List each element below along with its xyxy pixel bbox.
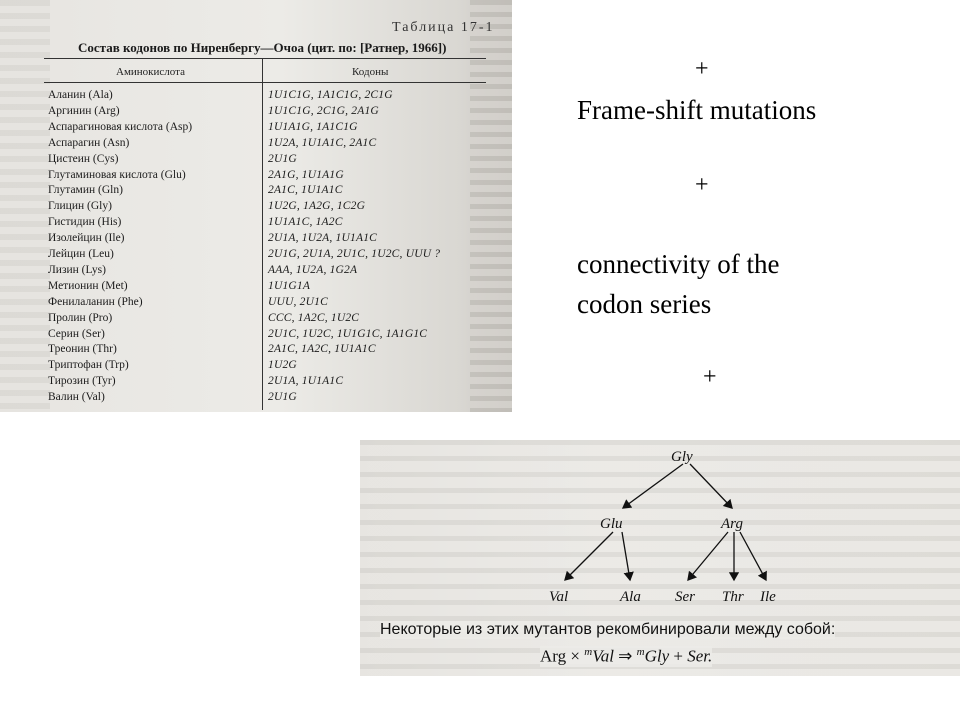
edge-arg-ile xyxy=(740,532,766,580)
table-row-amino: Аспарагиновая кислота (Asp) xyxy=(48,120,193,133)
table-row-codons: 2A1G, 1U1A1G xyxy=(268,168,344,181)
table-row-amino: Фенилаланин (Phe) xyxy=(48,295,143,308)
node-ala: Ala xyxy=(620,589,641,605)
plus-sign-2: + xyxy=(695,172,709,198)
plus-sign-3: + xyxy=(703,364,717,390)
table-number: Таблица 17-1 xyxy=(392,20,495,35)
table-row-codons: 1U2A, 1U1A1C, 2A1C xyxy=(268,136,377,149)
table-row-codons: 1U1A1G, 1A1C1G xyxy=(268,120,358,133)
formula-sup-m1: m xyxy=(584,646,593,658)
recombination-caption: Некоторые из этих мутантов рекомбинировали между собой: xyxy=(380,621,836,638)
scan-edge-noise xyxy=(0,0,50,412)
table-row-codons: 2A1C, 1A2C, 1U1A1C xyxy=(268,343,376,356)
table-row-amino: Лейцин (Leu) xyxy=(48,248,114,260)
node-val: Val xyxy=(549,589,569,605)
table-row-amino: Метионин (Met) xyxy=(48,279,128,292)
codon-table-scan xyxy=(0,0,512,412)
node-ser: Ser xyxy=(675,589,695,605)
table-row-codons: 1U2G xyxy=(268,359,297,372)
table-row-codons: CCC, 1A2C, 1U2C xyxy=(268,311,360,324)
table-row-amino: Пролин (Pro) xyxy=(48,311,113,324)
node-thr: Thr xyxy=(722,589,744,605)
table-row-amino: Гистидин (His) xyxy=(48,216,122,229)
formula-times: × xyxy=(570,646,580,666)
table-row-codons: 2U1C, 1U2C, 1U1G1C, 1A1G1C xyxy=(268,327,428,340)
formula-ser: Ser. xyxy=(687,646,713,666)
table-row-codons: 1U1C1G, 2C1G, 2A1G xyxy=(268,104,379,117)
codon-series-text: codon series xyxy=(577,289,712,319)
node-glu: Glu xyxy=(600,516,623,532)
frame-shift-text: Frame-shift mutations xyxy=(577,95,817,125)
mutation-tree xyxy=(360,440,960,676)
table-header-rule xyxy=(44,82,486,83)
table-row-codons: AAA, 1U2A, 1G2A xyxy=(268,263,358,276)
node-gly: Gly xyxy=(671,449,693,465)
table-row-amino: Глутамин (Gln) xyxy=(48,184,123,197)
edge-glu-val xyxy=(565,532,613,580)
table-row-amino: Аланин (Ala) xyxy=(48,89,113,101)
table-row-codons: 2U1G xyxy=(268,391,297,404)
table-row-codons: 1U1G1A xyxy=(268,279,311,292)
table-row-amino: Тирозин (Tyr) xyxy=(48,375,116,388)
edge-gly-arg xyxy=(690,464,732,508)
table-column-divider xyxy=(262,58,263,410)
table-row-amino: Аспарагин (Asn) xyxy=(48,136,130,149)
formula-plus: + xyxy=(673,646,684,666)
table-row-amino: Глицин (Gly) xyxy=(48,200,112,213)
table-row-amino: Цистеин (Cys) xyxy=(48,152,119,165)
table-row-amino: Изолейцин (Ile) xyxy=(48,232,125,245)
table-top-rule xyxy=(44,58,486,59)
edge-glu-ala xyxy=(622,532,630,580)
table-row-codons: 2U1G xyxy=(268,152,297,165)
edge-gly-glu xyxy=(623,464,683,508)
table-row-amino: Валин (Val) xyxy=(48,391,105,404)
table-row-amino: Триптофан (Trp) xyxy=(48,359,129,372)
plus-sign-1: + xyxy=(695,56,709,82)
node-ile: Ile xyxy=(760,589,776,605)
table-row-codons: 2U1A, 1U1A1C xyxy=(268,375,344,388)
table-caption: Состав кодонов по Ниренбергу—Очоа (цит. по: [Ратнер, 1966]) xyxy=(78,40,447,55)
edge-arg-ser xyxy=(688,532,728,580)
table-row-amino: Глутаминовая кислота (Glu) xyxy=(48,168,186,181)
table-row-amino: Лизин (Lys) xyxy=(48,263,106,276)
table-row-codons: 2U1G, 2U1A, 2U1C, 1U2C, UUU ? xyxy=(268,248,441,260)
table-row-codons: 1U1A1C, 1A2C xyxy=(268,216,343,229)
recombination-formula xyxy=(540,646,712,667)
column-header-amino: Аминокислота xyxy=(116,66,185,78)
formula-arrow: ⇒ xyxy=(618,646,633,666)
scan-right-bleed xyxy=(470,0,512,412)
table-row-amino: Треонин (Thr) xyxy=(48,343,117,356)
table-row-codons: 2U1A, 1U2A, 1U1A1C xyxy=(268,232,378,245)
column-header-codons: Кодоны xyxy=(352,66,389,78)
formula-arg: Arg xyxy=(540,646,567,666)
table-row-amino: Аргинин (Arg) xyxy=(48,104,120,117)
mutation-tree-scan xyxy=(360,440,960,676)
table-row-codons: UUU, 2U1C xyxy=(268,295,328,308)
connectivity-text: connectivity of the xyxy=(577,249,780,279)
node-arg: Arg xyxy=(721,516,743,532)
table-row-codons: 1U2G, 1A2G, 1C2G xyxy=(268,200,366,213)
table-row-codons: 1U1C1G, 1A1C1G, 2C1G xyxy=(268,89,393,101)
table-row-codons: 2A1C, 1U1A1C xyxy=(268,184,343,197)
formula-val: Val xyxy=(592,646,614,666)
formula-sup-m2: m xyxy=(636,646,645,658)
formula-gly: Gly xyxy=(644,646,670,666)
table-row-amino: Серин (Ser) xyxy=(48,327,105,340)
